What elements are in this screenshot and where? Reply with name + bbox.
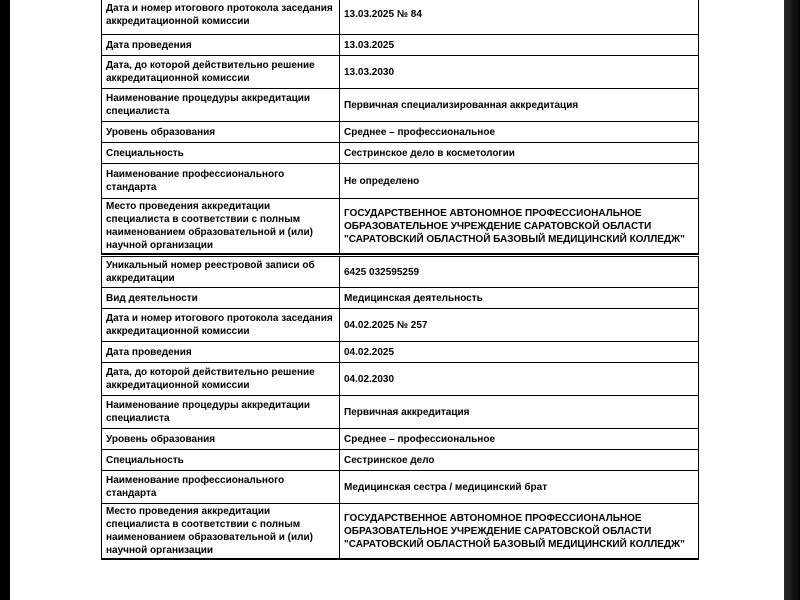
row-label: Дата и номер итогового протокола заседания аккредитационной комиссии (102, 0, 340, 35)
accreditation-table-1 (101, 0, 699, 255)
row-value: 13.03.2030 (340, 56, 699, 89)
row-label: Уникальный номер реестровой записи об аккредитации (102, 257, 340, 288)
row-label: Место проведения аккредитации специалиста в соответствии с полным наименованием образовательной и (или) научной организации (102, 504, 340, 560)
table-row (102, 56, 699, 89)
table-row (102, 471, 699, 504)
table-row (102, 396, 699, 429)
table-row (102, 450, 699, 471)
table-row (102, 143, 699, 164)
row-label: Специальность (102, 450, 340, 471)
table-body (102, 257, 699, 560)
table-row (102, 309, 699, 342)
row-value: ГОСУДАРСТВЕННОЕ АВТОНОМНОЕ ПРОФЕССИОНАЛЬНОЕ ОБРАЗОВАТЕЛЬНОЕ УЧРЕЖДЕНИЕ САРАТОВСКОЙ ОБЛАСТИ "САРАТОВСКИЙ ОБЛАСТНОЙ БАЗОВЫЙ МЕДИЦИНСКИЙ КОЛЛЕДЖ" (340, 504, 699, 560)
row-value: 04.02.2025 № 257 (340, 309, 699, 342)
table-body (102, 0, 699, 254)
document-page (10, 0, 784, 600)
row-label: Уровень образования (102, 429, 340, 450)
row-value: 04.02.2030 (340, 363, 699, 396)
row-value: 13.03.2025 № 84 (340, 0, 699, 35)
table-row (102, 164, 699, 199)
row-value: 04.02.2025 (340, 342, 699, 363)
table-row (102, 35, 699, 56)
row-label: Дата, до которой действительно решение аккредитационной комиссии (102, 56, 340, 89)
row-value: Сестринское дело (340, 450, 699, 471)
row-value: Сестринское дело в косметологии (340, 143, 699, 164)
screen-edge (784, 0, 800, 600)
row-value: Среднее – профессиональное (340, 122, 699, 143)
row-value: Среднее – профессиональное (340, 429, 699, 450)
table-row (102, 0, 699, 35)
row-value: Первичная аккредитация (340, 396, 699, 429)
row-label: Дата проведения (102, 35, 340, 56)
row-value: ГОСУДАРСТВЕННОЕ АВТОНОМНОЕ ПРОФЕССИОНАЛЬНОЕ ОБРАЗОВАТЕЛЬНОЕ УЧРЕЖДЕНИЕ САРАТОВСКОЙ ОБЛАСТИ "САРАТОВСКИЙ ОБЛАСТНОЙ БАЗОВЫЙ МЕДИЦИНСКИЙ КОЛЛЕДЖ" (340, 199, 699, 255)
table-row (102, 199, 699, 255)
table-row (102, 257, 699, 288)
row-label: Дата, до которой действительно решение аккредитационной комиссии (102, 363, 340, 396)
table-row (102, 288, 699, 309)
table-row (102, 363, 699, 396)
row-value: 6425 032595259 (340, 257, 699, 288)
accreditation-table-2 (101, 256, 699, 560)
table-row (102, 89, 699, 122)
row-label: Вид деятельности (102, 288, 340, 309)
row-label: Наименование профессионального стандарта (102, 471, 340, 504)
row-value: Медицинская деятельность (340, 288, 699, 309)
row-value: Не определено (340, 164, 699, 199)
row-label: Наименование процедуры аккредитации специалиста (102, 89, 340, 122)
row-value: Первичная специализированная аккредитация (340, 89, 699, 122)
row-label: Специальность (102, 143, 340, 164)
table-row (102, 342, 699, 363)
table-row (102, 504, 699, 560)
row-label: Наименование процедуры аккредитации специалиста (102, 396, 340, 429)
row-label: Место проведения аккредитации специалиста в соответствии с полным наименованием образовательной и (или) научной организации (102, 199, 340, 255)
row-label: Уровень образования (102, 122, 340, 143)
row-label: Наименование профессионального стандарта (102, 164, 340, 199)
row-label: Дата проведения (102, 342, 340, 363)
table-row (102, 122, 699, 143)
row-value: 13.03.2025 (340, 35, 699, 56)
row-label: Дата и номер итогового протокола заседания аккредитационной комиссии (102, 309, 340, 342)
table-row (102, 429, 699, 450)
row-value: Медицинская сестра / медицинский брат (340, 471, 699, 504)
